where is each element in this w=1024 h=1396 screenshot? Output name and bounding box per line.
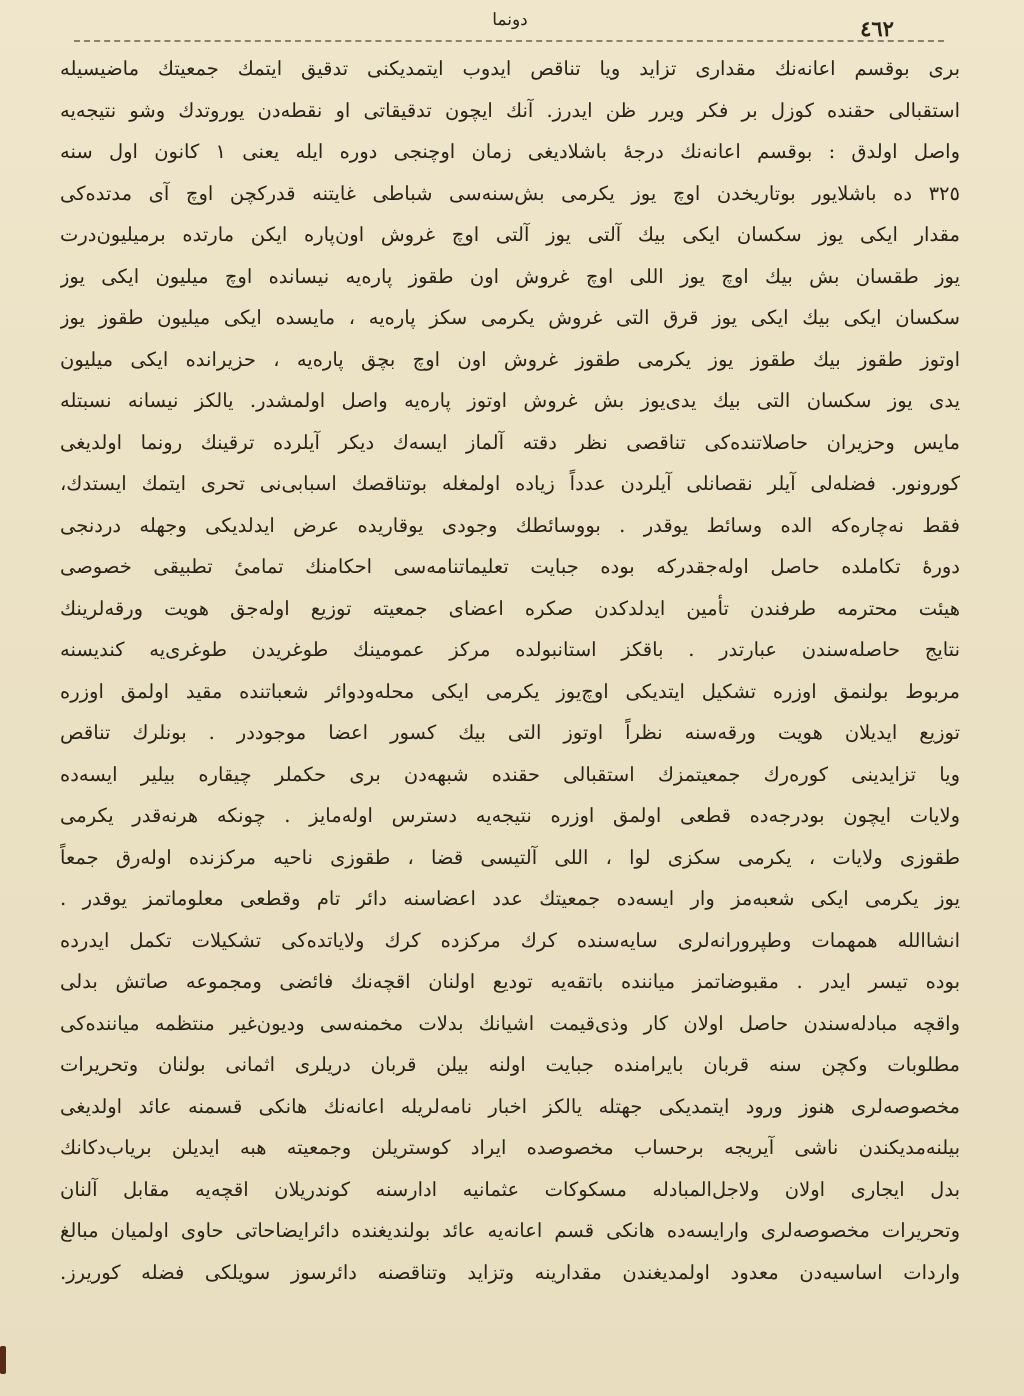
text-line: یوز یکرمی ایکی شعبه‌مز وار ایسه‌ده جمعیتك عدد اعضاسنه دائر تام وقطعی معلوماتمز یوقدر . bbox=[60, 887, 960, 910]
text-line: مقدار ایکی یوز سکسان ایکی بیك آلتی یوز آلتی اوچ غروش اون‌پاره ایکن مارتده برمیلیون‌درت bbox=[60, 223, 960, 246]
page-number: ٤٦٢ bbox=[860, 16, 894, 41]
text-line: واردات اساسیه‌دن معدود اولمدیغندن مقدارینه وتزاید وتناقصنه دائرسوز سویلکی فضله کوریرز. bbox=[60, 1260, 960, 1284]
text-line: توزیع ایدیلان هویت ورقه‌سنه نظراً اوتوز التی بیك کسور اعضا موجوددر . بونلرك تناقص bbox=[60, 721, 960, 744]
text-line: کورونور. فضله‌لی آیلر نقصانلی آیلردن عدداً زیاده اولمغله بوتناقصك اسبابی‌نی تحری ایتمك ایستدك، bbox=[60, 472, 960, 495]
text-line: یوز طقسان بش بیك اوچ یوز اللی اوچ غروش اون طقوز پاره‌یه نیسانده اوچ میلیون ایکی یوز bbox=[60, 264, 960, 288]
text-line: واقچه مبادله‌سندن حاصل اولان کار وذی‌قیمت اشیانك بدلات مخمنه‌سی ودیون‌غیر منتظمه میاننده‌کی bbox=[60, 1011, 960, 1035]
text-line: ٣٢٥ ده باشلایور بوتاریخدن اوچ یوز یکرمی بش‌سنه‌سی شباطی غایتنه قدرکچن اوچ آی مدتده‌کی bbox=[60, 181, 960, 205]
margin-mark bbox=[0, 1346, 6, 1374]
text-line: وتحریرات مخصوصه‌لری وارایسه‌ده هانکی قسم اعانه‌یه عائد بولندیغنده دائرایضاحاتی حاوی اولمیان مبالغ bbox=[60, 1219, 960, 1242]
text-line: هیئت محترمه طرفندن تأمین ایدلدکدن صکره اعضای جمعیته توزیع اوله‌جق هویت ورقه‌لرینك bbox=[60, 596, 960, 620]
text-line: بری بوقسم اعانه‌نك مقداری تزاید ویا تناقص ایدوب ایتمدیکنی تدقیق ایتمك جمعیتك ماضیسیله bbox=[60, 57, 960, 80]
text-line: اوتوز طقوز بیك طقوز یوز یکرمی طقوز غروش اون اوچ بچق پاره‌یه ، حزیرانده ایکی میلیون bbox=[60, 347, 960, 371]
text-line: واصل اولدق : بوقسم اعانه‌نك درجهٔ باشلادیغی زمان اوچنجی دوره ایله یعنی ١ کانون اول سنه bbox=[60, 140, 960, 163]
text-line: یدی یوز سکسان التی بیك یدی‌یوز بش غروش اوتوز پاره‌یه واصل اولمشدر. یالکز نیسانه نسبتله bbox=[60, 389, 960, 412]
text-line: مطلوبات وکچن سنه قربان بایرامنده جبایت اولنه بیلن قربان دریلری اثمانی بولنان وتحریرات bbox=[60, 1053, 960, 1076]
text-line: مخصوصه‌لری هنوز ورود ایتمدیکی جهتله یالکز اخبار نامه‌لریله اعانه‌نك هانکی قسمنه عائد اولدیغی bbox=[60, 1094, 960, 1118]
body-text bbox=[60, 48, 960, 1293]
page-header bbox=[0, 0, 1024, 46]
text-line: فقط نه‌چاره‌که الده وسائط یوقدر . بووسائطك وجودی یوقاریده عرض ایدلدیکی وجهله دردنجی bbox=[60, 513, 960, 537]
text-line: نتایج حاصله‌سندن عبارتدر . باقکز استانبولده مرکز عمومینك طوغریدن طوغری‌یه کندیسنه bbox=[60, 638, 960, 661]
header-divider bbox=[74, 40, 944, 42]
text-line: طقوزی ولایات ، یکرمی سکزی لوا ، اللی آلتیسی قضا ، طقوزی ناحیه مرکزنده اوله‌رق جمعاً bbox=[60, 845, 960, 869]
text-line: انشاالله همهمات وطپرورانه‌لری سایه‌سنده کرك مرکزده کرك ولایاتده‌کی تشکیلات تکمل ایدرده bbox=[60, 928, 960, 952]
text-line: بیلنه‌مدیکندن ناشی آیریجه برحساب مخصوصده ایراد کوستریلن وجمعیته هبه ایدیلن بریاب‌دکانك bbox=[60, 1136, 960, 1159]
running-title: دونما bbox=[492, 10, 528, 30]
text-line: ویا تزایدینی کوره‌رك جمعیتمزك استقبالی حقنده شبهه‌دن بری حکملر چیقاره بیلیر ایسه‌ده bbox=[60, 762, 960, 786]
text-line: مربوط بولنمق اوزره تشکیل ایتدیکی اوچ‌یوز یکرمی ایکی محله‌ودوائر شعباتنده مقید اولمق اوزره bbox=[60, 679, 960, 703]
text-line: ولایات ایچون بودرجه‌ده قطعی اولمق اوزره نتیجه‌یه دسترس اوله‌مایز . چونکه هرنه‌قدر یکرمی bbox=[60, 804, 960, 827]
text-line: سکسان ایکی بیك ایکی یوز قرق التی غروش یکرمی سکز پاره‌یه ، مایسده ایکی میلیون طقوز یوز bbox=[60, 306, 960, 329]
text-line: استقبالی حقنده کوزل بر فکر ویرر ظن ایدرز. آنك ایچون تدقیقاتی او نقطه‌دن یوروتدك وشو نتیجه‌یه bbox=[60, 98, 960, 122]
text-line: مایس وحزیران حاصلاتنده‌کی تناقصی نظر دقته آلماز ایسه‌ك دیکر آیلرده ترقینك رونما اولدیغی bbox=[60, 430, 960, 454]
text-line: بدل ایجاری اولان ولاجل‌المبادله مسکوکات عثمانیه ادارسنه کوندریلان اقچه‌یه مقابل آلنان bbox=[60, 1177, 960, 1201]
text-line: بوده تیسر ایدر . مقبوضاتمز میاننده باتقه‌یه تودیع اولنان اقچه‌نك فائضی ومجموعه صاتش بدلی bbox=[60, 970, 960, 993]
text-line: دورهٔ تکاملده حاصل اوله‌جقدرکه بوده جبایت تعلیماتنامه‌سی احکامنك تمامیٔ تطبیقی خصوصی bbox=[60, 555, 960, 578]
